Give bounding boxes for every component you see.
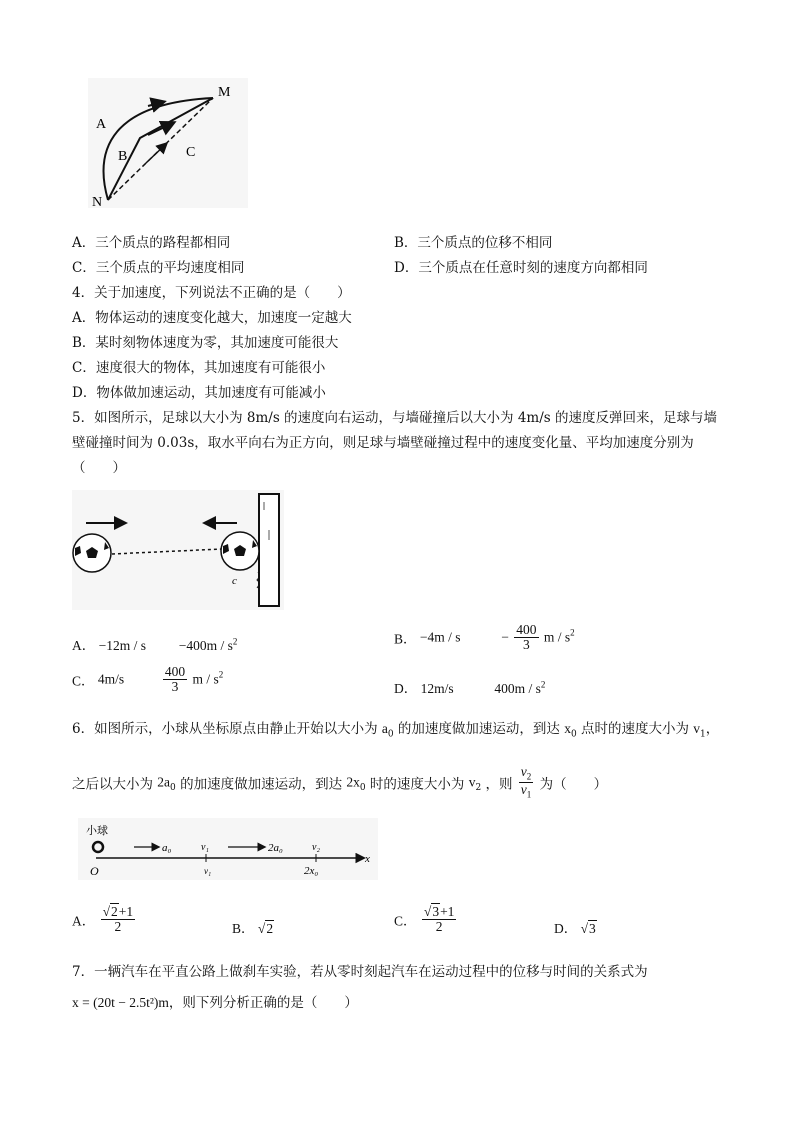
- trajectory-dashed: [112, 549, 222, 554]
- q4-option-d[interactable]: D．物体做加速运动，其加速度有可能减小: [72, 385, 326, 401]
- q5-stem-line3: （ ）: [72, 460, 126, 476]
- q6-option-c[interactable]: C． $\frac{√3+1}{2}$: [394, 904, 455, 935]
- svg-text:a₀: a₀: [162, 842, 172, 854]
- label-b: B: [118, 149, 128, 164]
- figure-label-c: c: [232, 575, 237, 587]
- q4-stem: 4．关于加速度，下列说法不正确的是（ ）: [72, 285, 351, 301]
- ball-label: 小球: [86, 824, 108, 837]
- q6-stem-line2: 之后以大小为 $2a_0$ 的加速度做加速运动，到达 $2x_0$ 时的速度大小为 $v_2$ ，则 $\frac{v_2}{v_1}$ 为（ ）: [72, 764, 608, 800]
- q3-option-d[interactable]: D．三个质点在任意时刻的速度方向都相同: [394, 260, 648, 276]
- svg-text:2a₀: 2a₀: [268, 842, 283, 854]
- svg-text:v₁: v₁: [201, 842, 209, 853]
- label-c: C: [186, 145, 196, 160]
- q7-formula: x = (20t − 2.5t²)m: [72, 995, 169, 1010]
- football-right: [221, 532, 259, 570]
- svg-text:v₂: v₂: [312, 842, 320, 853]
- q4-option-c[interactable]: C．速度很大的物体，其加速度有可能很小: [72, 360, 326, 376]
- q5-option-b[interactable]: B． −4m / s − $\frac{400}{3}$ m / $s^2$: [394, 622, 575, 653]
- ball-axis-figure: [78, 818, 378, 880]
- q7-stem-line1: 7．一辆汽车在平直公路上做刹车实验，若从零时刻起汽车在运动过程中的位移与时间的关系式为: [72, 964, 648, 980]
- label-n: N: [92, 195, 103, 208]
- q3-option-c[interactable]: C．三个质点的平均速度相同: [72, 260, 245, 276]
- path-diagram-figure: [88, 78, 248, 208]
- q5-stem-line2: 壁碰撞时间为 0.03s，取水平向右为正方向，则足球与墙壁碰撞过程中的速度变化量、平均加速度分别为: [72, 435, 694, 451]
- q4-option-a[interactable]: A．物体运动的速度变化越大，加速度一定越大: [72, 310, 352, 326]
- label-a: A: [96, 117, 107, 132]
- q6-option-a[interactable]: A． $\frac{√2+1}{2}$: [72, 904, 134, 935]
- q3-option-a[interactable]: A．三个质点的路程都相同: [72, 235, 231, 251]
- q6-option-d[interactable]: D． √3: [554, 921, 596, 936]
- svg-text:2x₀: 2x₀: [304, 865, 319, 877]
- football-left: [73, 534, 111, 572]
- svg-text:x: x: [365, 853, 370, 865]
- ball: [93, 842, 103, 852]
- q5-stem-line1: 5．如图所示，足球以大小为 8m/s 的速度向右运动，与墙碰撞后以大小为 4m/s 的速度反弹回来，足球与墙: [72, 410, 717, 426]
- q7-stem-line2: x = (20t − 2.5t²)m，则下列分析正确的是（ ）: [72, 995, 358, 1011]
- q6-stem-line1: 6．如图所示，小球从坐标原点由静止开始以大小为 $a_0$ 的加速度做加速运动，到达 $x_0$ 点时的速度大小为 $v_1$，: [72, 721, 720, 740]
- football-wall-figure: [72, 490, 284, 610]
- q4-option-b[interactable]: B．某时刻物体速度为零，其加速度可能很大: [72, 335, 339, 351]
- wall: [259, 494, 279, 606]
- q5-option-c[interactable]: C． 4m/s $\frac{400}{3}$ m / $s^2$: [72, 664, 224, 695]
- svg-text:v₁: v₁: [204, 866, 212, 876]
- q3-option-b[interactable]: B．三个质点的位移不相同: [394, 235, 553, 251]
- q5-option-a[interactable]: A． $-12m / s -400m / s^2$: [72, 636, 238, 653]
- q5-option-d[interactable]: D． 12m/s $400m / s^2$: [394, 679, 546, 696]
- svg-text:O: O: [90, 864, 99, 878]
- q6-option-b[interactable]: B． √2: [232, 921, 274, 936]
- label-m: M: [218, 85, 231, 100]
